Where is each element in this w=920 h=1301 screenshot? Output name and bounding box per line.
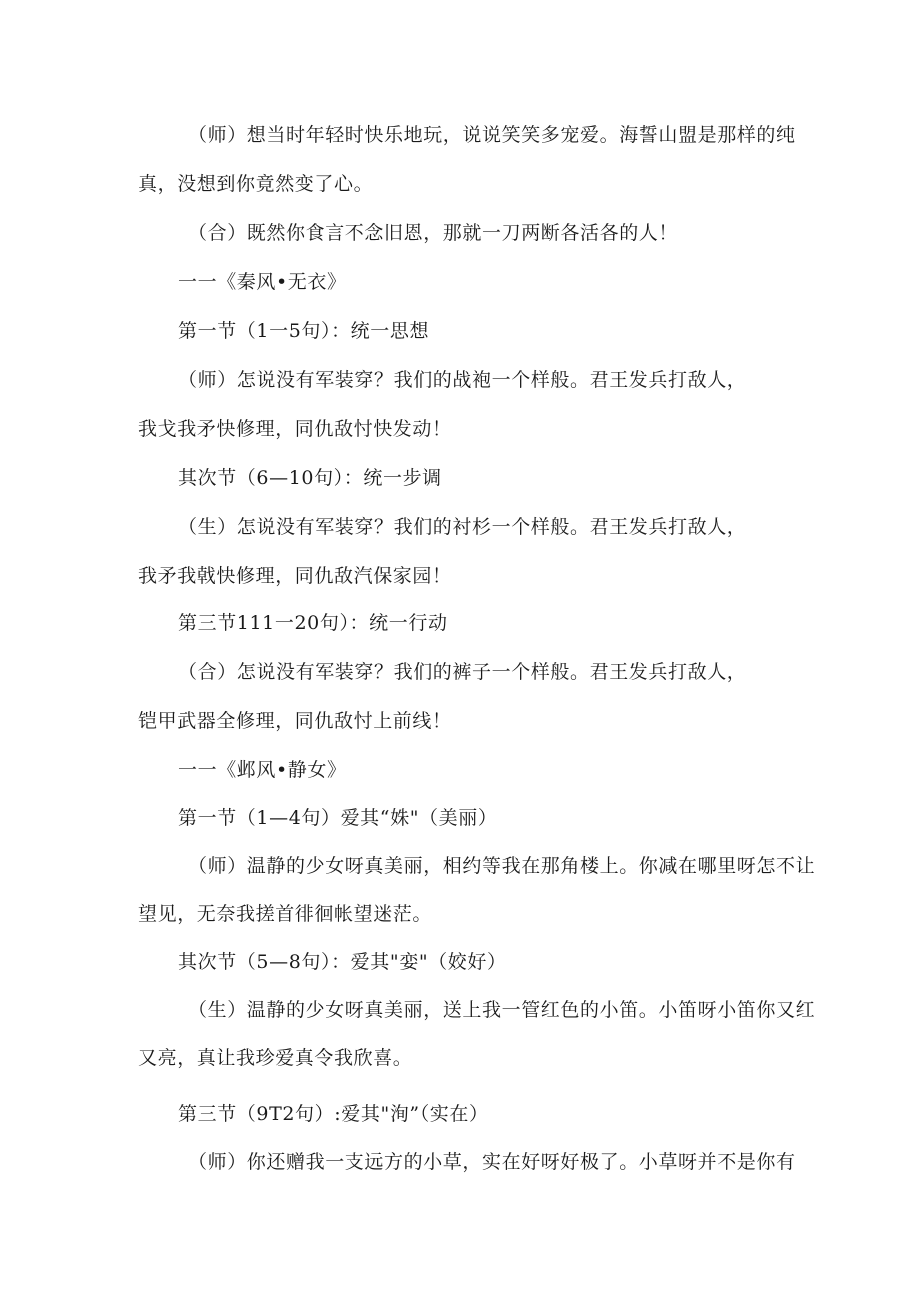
paragraph-line: （师）想当时年轻时快乐地玩，说说笑笑多宠爱。海誓山盟是那样的纯 <box>188 124 796 146</box>
section-heading: 其次节（6—10句）：统一步调 <box>178 467 442 489</box>
section-title: 一一《邺风•静女》 <box>178 759 347 781</box>
section-heading: 第一节（1—4句）爱其“姝"（美丽） <box>178 807 498 829</box>
paragraph-line: （师）温静的少女呀真美丽，相约等我在那角楼上。你减在哪里呀怎不让 <box>188 855 816 877</box>
paragraph-line: （生）温静的少女呀真美丽，送上我一管红色的小笛。小笛呀小笛你又红 <box>188 999 816 1021</box>
paragraph-line: （合）既然你食言不念旧恩，那就一刀两断各活各的人！ <box>188 222 679 244</box>
section-heading: 第三节111一20句）：统一行动 <box>178 612 448 634</box>
paragraph-line: 又亮，真让我珍爱真令我欣喜。 <box>138 1047 413 1069</box>
paragraph-line: 真，没想到你竟然变了心。 <box>138 173 374 195</box>
section-title: 一一《秦风•无衣》 <box>178 271 347 293</box>
paragraph-line: 望见，无奈我搓首徘徊帐望迷茫。 <box>138 903 433 925</box>
paragraph-line: （师）你还赠我一支远方的小草，实在好呀好极了。小草呀并不是你有 <box>188 1151 796 1173</box>
paragraph-line: （生）怎说没有军装穿？我们的衬杉一个样般。君王发兵打敌人， <box>178 516 747 538</box>
paragraph-line: （合）怎说没有军装穿？我们的裤子一个样般。君王发兵打敌人， <box>178 661 747 683</box>
paragraph-line: 铠甲武器全修理，同仇敌忖上前线！ <box>138 710 452 732</box>
paragraph-line: 我矛我戟快修理，同仇敌汽保家园！ <box>138 565 452 587</box>
paragraph-line: （师）怎说没有军装穿？我们的战袍一个样般。君王发兵打敌人， <box>178 369 747 391</box>
section-heading: 其次节（5—8句）：爱其"娈"（姣好） <box>178 951 507 973</box>
paragraph-line: 我戈我矛快修理，同仇敌忖快发动！ <box>138 418 452 440</box>
section-heading: 第一节（1一5句）：统一思想 <box>178 320 430 342</box>
section-heading: 第三节（9T2句）:爱其"洵”（实在） <box>178 1103 489 1125</box>
